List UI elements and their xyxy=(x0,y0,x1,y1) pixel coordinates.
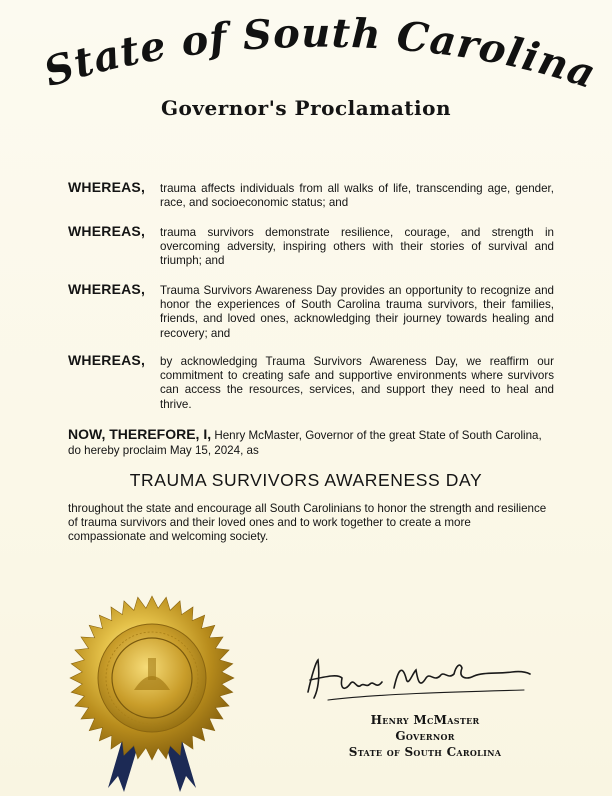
proclamation-subtitle: Governor's Proclamation xyxy=(160,96,452,120)
whereas-text: Trauma Survivors Awareness Day provides an opportunity to recognize and honor the experiences of South Carolina trauma survivors, their families, friends, and loved ones, acknowledging their journey towards healing and recovery; and xyxy=(160,284,554,340)
whereas-label: WHEREAS, xyxy=(68,179,146,195)
whereas-clause-3 xyxy=(68,281,554,341)
whereas-label: WHEREAS, xyxy=(68,281,146,297)
governor-name: Henry McMaster xyxy=(370,713,480,727)
state-title-text: State of South Carolina xyxy=(38,9,603,99)
governor-state: State of South Carolina xyxy=(348,745,502,759)
whereas-text: by acknowledging Trauma Survivors Awareness Day, we reaffirm our commitment to creating safe and supportive environments where survivors can access the resources, services, and support they need to heal and thrive. xyxy=(160,355,554,411)
proclaimed-day-title: TRAUMA SURVIVORS AWARENESS DAY xyxy=(129,470,483,490)
whereas-clause-4 xyxy=(68,352,554,412)
now-therefore-lead: NOW, THEREFORE, I, xyxy=(68,426,212,442)
whereas-label: WHEREAS, xyxy=(68,352,146,368)
whereas-clause-1 xyxy=(68,179,554,210)
signature-block xyxy=(330,712,520,760)
svg-text:State of South Carolina xyxy=(39,10,603,99)
whereas-text: trauma survivors demonstrate resilience, courage, and strength in overcoming adversity, inspiring others with their stories of survival and triumph; and xyxy=(160,226,554,268)
governor-title: Governor xyxy=(395,729,455,743)
closing-paragraph: throughout the state and encourage all South Carolinians to honor the strength and resilience of trauma survivors and their loved ones and to work together to create a more compassionate and welcoming society. xyxy=(68,502,547,544)
governor-signature xyxy=(298,648,536,710)
whereas-clause-2 xyxy=(68,223,554,269)
whereas-text: trauma affects individuals from all walks of life, transcending age, gender, race, and socioeconomic status; and xyxy=(160,182,554,210)
now-therefore-text: Henry McMaster, Governor of the great State of South Carolina, do hereby proclaim May 15, 2024, as xyxy=(68,429,542,457)
gold-seal-icon xyxy=(62,592,242,796)
now-therefore-paragraph xyxy=(68,427,554,458)
whereas-label: WHEREAS, xyxy=(68,223,146,239)
state-title xyxy=(0,0,612,110)
